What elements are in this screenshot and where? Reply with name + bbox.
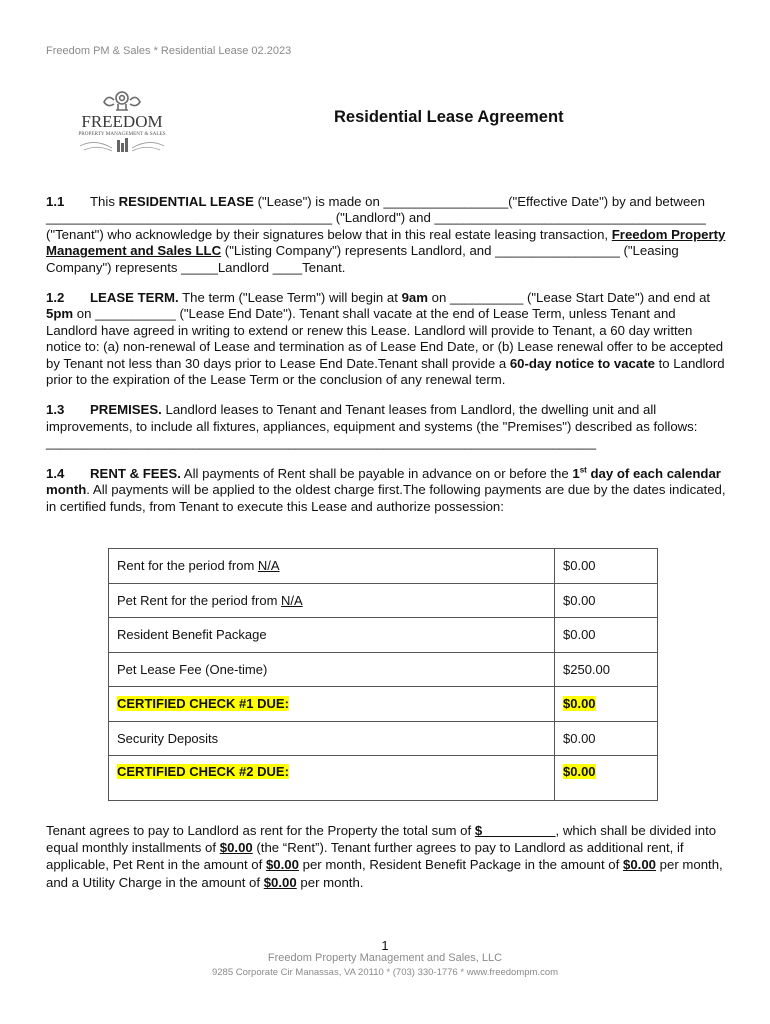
rent-terms-paragraph: Tenant agrees to pay to Landlord as rent for the Property the total sum of $__________, which shall be divided into equal monthly installments of $0.00 (the “Rent”). Tenant further agrees to pay to Landlord as additional rent, if applicable, Pet Rent in the amount of $0.00 per month, Resident Benefit Package in the amount of $0.00 per month, and a Utility Charge in the amount of $0.00 per month. [46,823,723,890]
fee-amount-cell [555,549,658,584]
fee-period-value: N/A [257,558,280,574]
fee-label-cell [109,583,555,618]
fee-amount-cell [555,687,658,722]
section-number: 1.2 [46,290,65,306]
monthly-rent-amount: $0.00 [219,840,253,856]
fee-amount: $250.00 [563,661,610,677]
fee-label: Rent for the period from [117,558,258,574]
fee-label: Pet Rent for the period from [117,592,282,608]
fee-label-cell [109,652,555,687]
fee-row [109,687,658,722]
section-heading: LEASE TERM. [90,290,179,306]
fee-amount: $0.00 [563,592,596,608]
fee-label: CERTIFIED CHECK #1 DUE: [117,696,289,712]
fee-amount: $0.00 [563,764,596,779]
fee-label-cell [109,549,555,584]
section-1-1: 1.1 This RESIDENTIAL LEASE ("Lease") is made on _________________("Effective Date") by and between _______________________________________ ("Landlord") and _____________________________________ ("Tenant") who acknowledge by their signatures below that in this real estate leasing transaction, Freedom Property Management and Sales LLC ("Listing Company") represents Landlord, and _________________ ("Leasing Company") represents _____Landlord ____Tenant. [46,194,726,275]
document-title: Residential Lease Agreement [334,108,564,126]
section-1-4: 1.4 RENT & FEES. All payments of Rent shall be payable in advance on or before the 1st day of each calendar month. All payments will be applied to the oldest charge first.The following payments are due by the dates indicated, in certified funds, from Tenant to execute this Lease and authorize possession: [46,465,726,514]
lease-body [46,194,728,529]
fee-amount: $0.00 [563,558,596,574]
fee-label: Security Deposits [117,730,219,746]
section-1-3: 1.3 PREMISES. Landlord leases to Tenant and Tenant leases from Landlord, the dwelling unit and all improvements, to include all fixtures, appliances, equipment and systems (the "Premises") described as follows: ___________________________________________________________________________ [46,402,698,451]
fee-label-cell [109,687,555,722]
rbp-amount: $0.00 [622,857,656,873]
fee-period-value: N/A [281,592,303,608]
section-number: 1.1 [46,194,65,209]
fee-label-cell [109,756,555,801]
fee-row [109,583,658,618]
fee-row [109,549,658,584]
fee-row [109,652,658,687]
fee-amount-cell [555,652,658,687]
utility-charge-amount: $0.00 [263,874,297,890]
section-heading: RENT & FEES. [90,465,181,481]
fee-row [109,721,658,756]
fee-amount-cell [555,618,658,653]
fee-amount-cell [555,756,658,801]
fee-amount: $0.00 [563,696,596,712]
fee-row [109,756,658,801]
svg-text:FREEDOM: FREEDOM [81,112,163,131]
fee-label: CERTIFIED CHECK #2 DUE: [117,764,289,779]
section-number: 1.4 [46,465,65,481]
fee-label-cell [109,721,555,756]
fee-amount: $0.00 [563,730,596,746]
fee-amount-cell [555,721,658,756]
fees-table [108,548,658,801]
fee-row [109,618,658,653]
fee-label: Resident Benefit Package [117,627,267,643]
running-header: Freedom PM & Sales * Residential Lease 02.2023 [46,45,292,57]
section-heading: PREMISES. [90,402,162,418]
fee-amount-cell [555,583,658,618]
listing-company-name: Freedom Property Management and Sales LLC [46,226,726,259]
fee-amount: $0.00 [563,627,596,643]
section-1-2: 1.2 LEASE TERM. The term ("Lease Term") will begin at 9am on __________ ("Lease Start Date") and end at 5pm on ___________ ("Lease End Date"). Tenant shall vacate at the end of Lease Term, unless Tenant and Landlord have agreed in writing to extend or renew this Lease. Landlord will provide to Tenant, a 60 day written notice to: (a) non-renewal of Lease and termination as of Lease End Date, or (b) Lease renewal offer to be accepted by Tenant not less than 30 days prior to Lease End Date.Tenant shall provide a 60-day notice to vacate to Landlord prior to the expiration of the Lease Term or the conclusion of any renewal term. [46,290,725,388]
footer-company: Freedom Property Management and Sales, LLC [267,952,503,964]
fee-label: Pet Lease Fee (One-time) [117,661,268,677]
pet-rent-amount: $0.00 [265,857,299,873]
freedom-logo [70,88,174,154]
footer-address: 9285 Corporate Cir Manassas, VA 20110 * (703) 330-1776 * www.freedompm.com [211,967,559,978]
total-rent-blank: $__________ [474,823,556,838]
section-number: 1.3 [46,402,65,418]
fee-label-cell [109,618,555,653]
page-number: 1 [381,938,389,953]
svg-text:PROPERTY MANAGEMENT & SALES: PROPERTY MANAGEMENT & SALES [78,131,166,137]
